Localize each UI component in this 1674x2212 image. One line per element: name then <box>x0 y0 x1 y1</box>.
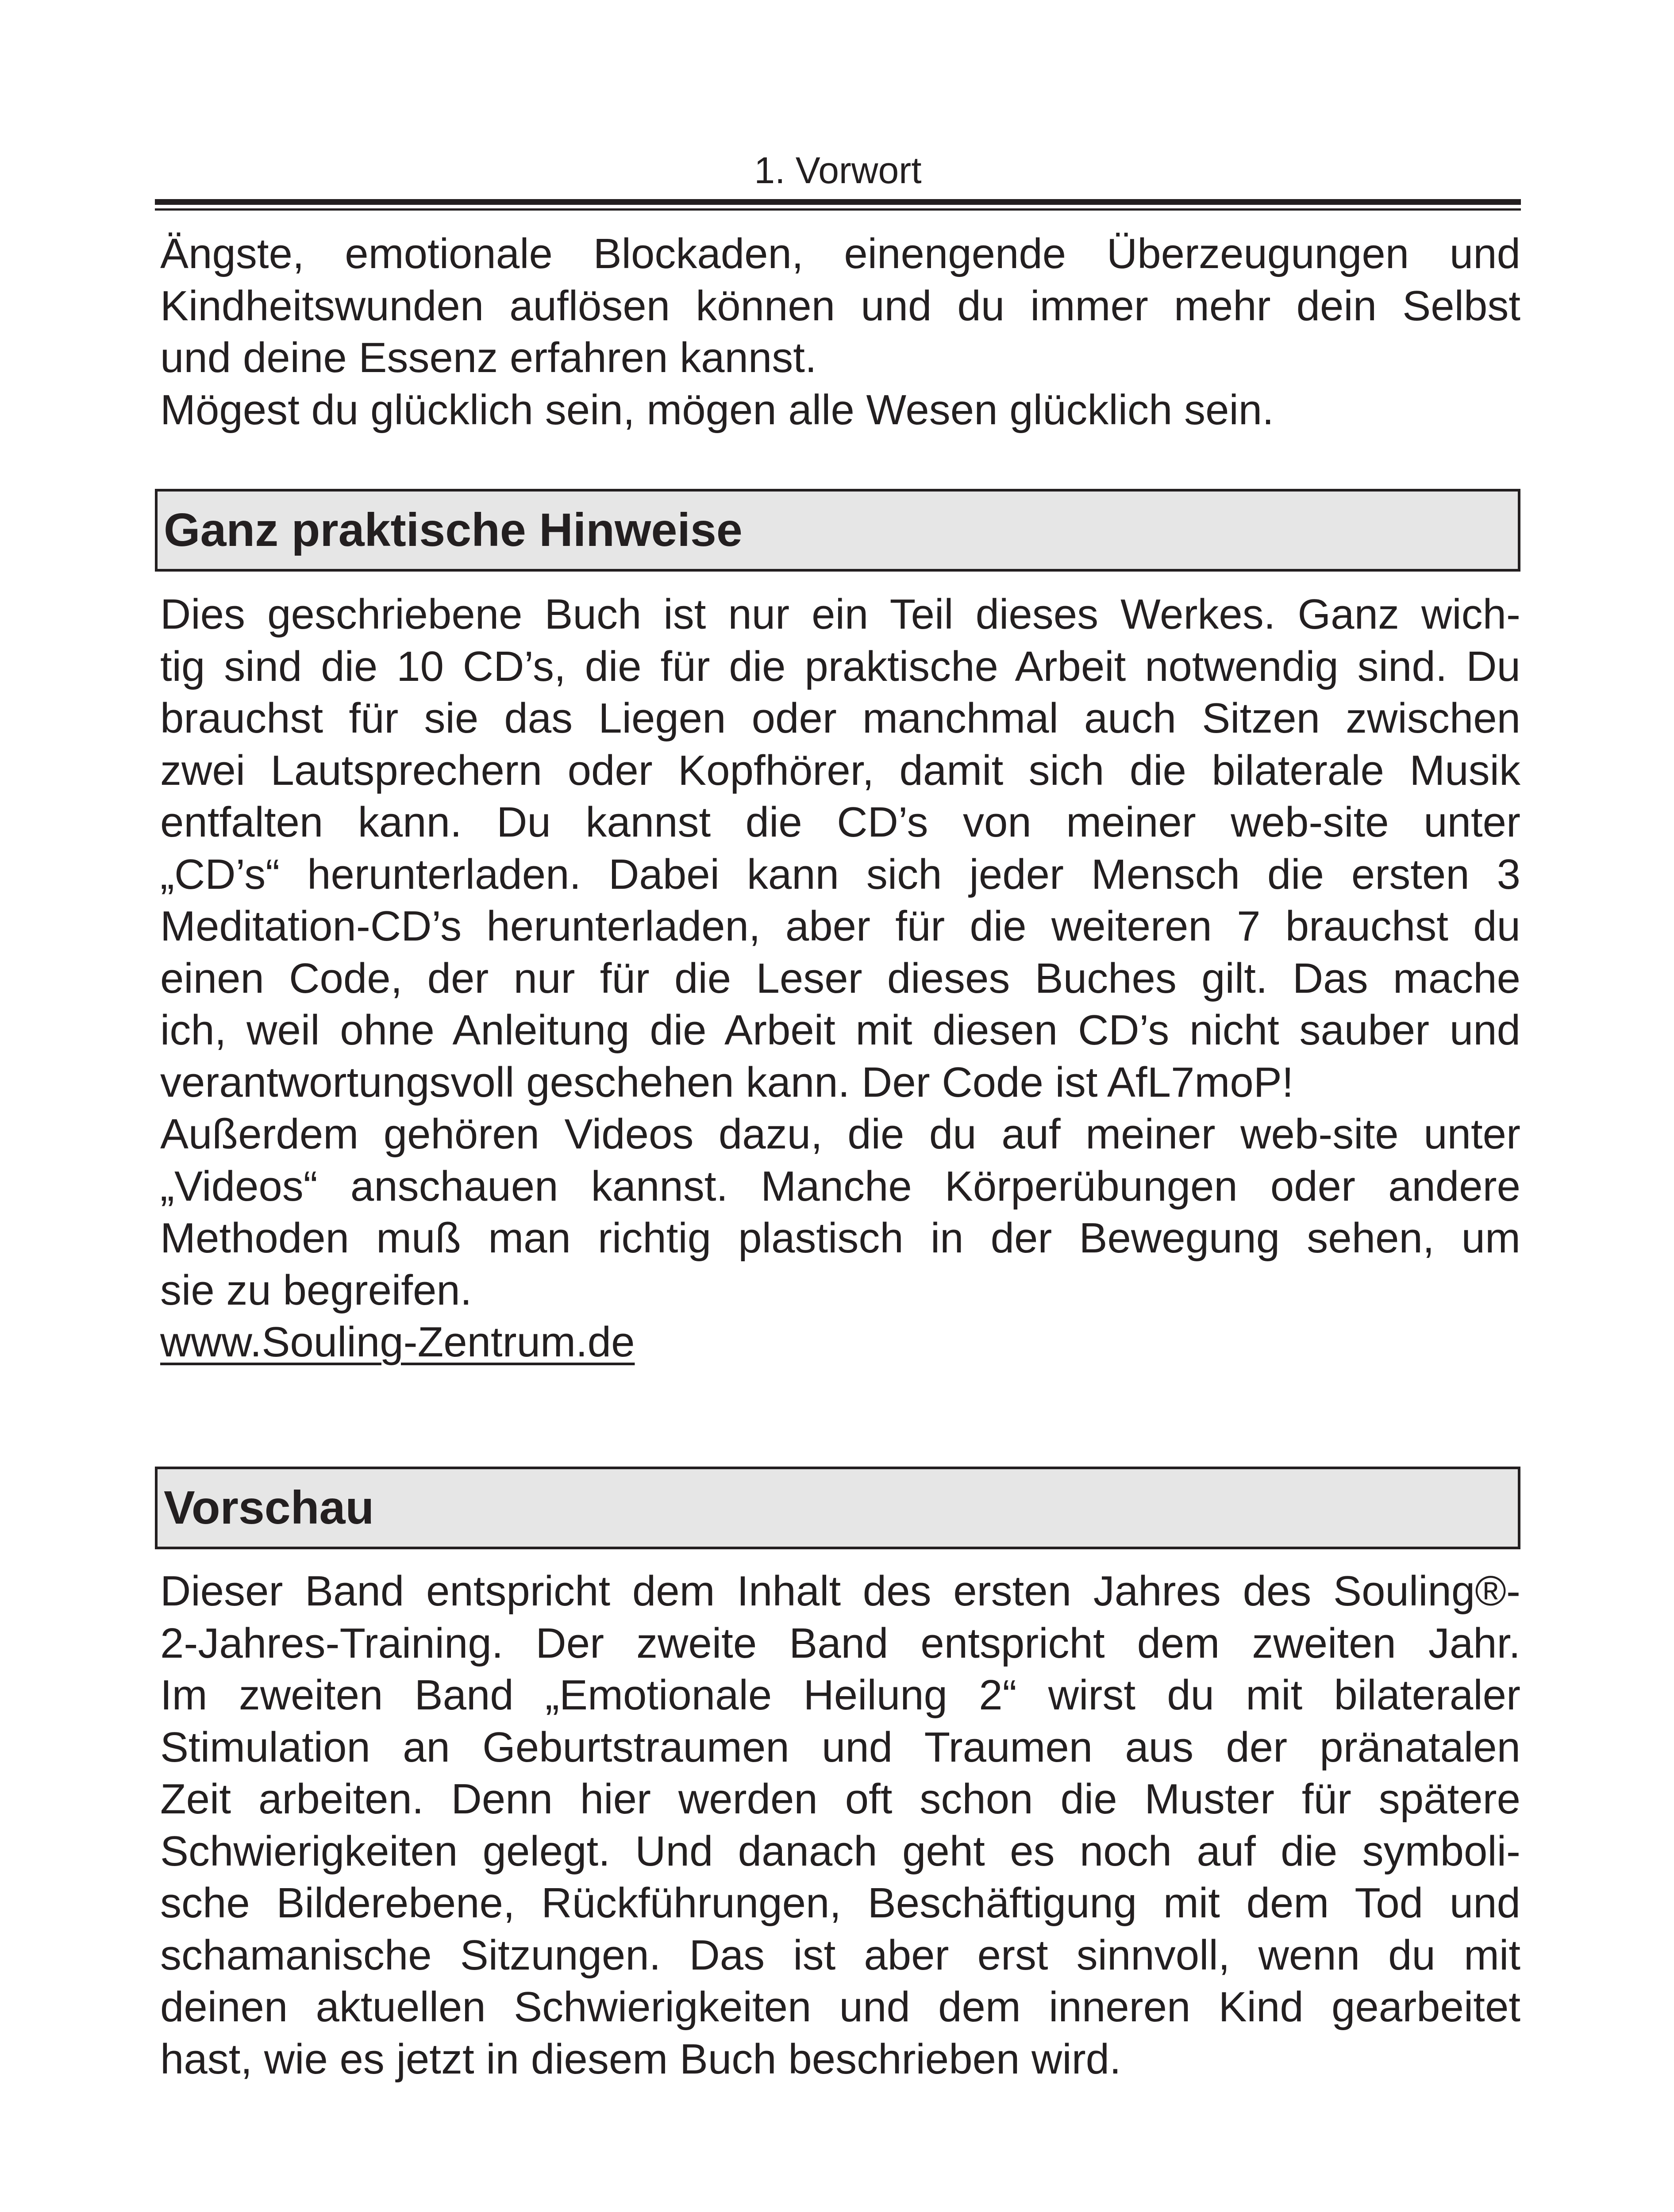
website-link[interactable]: www.Souling-Zentrum.de <box>160 1318 635 1366</box>
section-body <box>160 588 1520 1368</box>
text-line: Im zweiten Band „Emotionale Heilung 2“ wirst du mit bilateraler <box>160 1671 1520 1719</box>
text-line: Zeit arbeiten. Denn hier werden oft schon die Muster für spätere <box>160 1775 1520 1823</box>
text-line: Schwierigkeiten gelegt. Und danach geht es noch auf die symboli- <box>160 1827 1520 1875</box>
website-link-line <box>160 1316 1520 1368</box>
text-line: entfalten kann. Du kannst die CD’s von meiner web-site unter <box>160 799 1520 846</box>
text-line: Stimulation an Geburtstraumen und Traumen aus der pränatalen <box>160 1723 1520 1771</box>
text-line: „CD’s“ herunterladen. Dabei kann sich jeder Mensch die ersten 3 <box>160 850 1520 898</box>
text-line: einen Code, der nur für die Leser dieses Buches gilt. Das mache <box>160 954 1520 1002</box>
header-rule-thick <box>155 199 1521 205</box>
text-line: deinen aktuellen Schwierigkeiten und dem inneren Kind gearbeitet <box>160 1983 1520 2031</box>
text-line: sie zu begreifen. <box>160 1266 472 1314</box>
section-title: Vorschau <box>164 1482 374 1534</box>
text-line: schamanische Sitzungen. Das ist aber erst sinnvoll, wenn du mit <box>160 1931 1520 1979</box>
text-line: zwei Lautsprechern oder Kopfhörer, damit sich die bilaterale Musik <box>160 746 1520 794</box>
section-body <box>160 1565 1520 2085</box>
text-line: Meditation-CD’s herunterladen, aber für die weiteren 7 brauchst du <box>160 902 1520 950</box>
text-line: und deine Essenz erfahren kannst. <box>160 334 817 381</box>
text-line: Dies geschriebene Buch ist nur ein Teil dieses Werkes. Ganz wich- <box>160 591 1520 638</box>
text-line: hast, wie es jetzt in diesem Buch beschrieben wird. <box>160 2035 1121 2083</box>
text-line: Methoden muß man richtig plastisch in der Bewegung sehen, um <box>160 1214 1520 1262</box>
section-title: Ganz praktische Hinweise <box>164 504 743 556</box>
text-line: Kindheitswunden auflösen können und du immer mehr dein Selbst <box>160 282 1520 330</box>
text-line: tig sind die 10 CD’s, die für die praktische Arbeit notwendig sind. Du <box>160 642 1520 690</box>
running-header: 1. Vorwort <box>754 150 922 191</box>
text-line: Ängste, emotionale Blockaden, einengende Überzeugungen und <box>160 230 1520 277</box>
section-heading-box <box>155 489 1520 572</box>
header-rule-thin <box>155 208 1521 211</box>
text-line: Außerdem gehören Videos dazu, die du auf meiner web-site unter <box>160 1110 1520 1158</box>
text-line: ich, weil ohne Anleitung die Arbeit mit diesen CD’s nicht sauber und <box>160 1006 1520 1054</box>
intro-paragraph <box>160 228 1520 436</box>
text-line: sche Bilderebene, Rückführungen, Beschäftigung mit dem Tod und <box>160 1879 1520 1927</box>
text-line: Mögest du glücklich sein, mögen alle Wesen glücklich sein. <box>160 386 1274 434</box>
text-line: „Videos“ anschauen kannst. Manche Körperübungen oder andere <box>160 1162 1520 1210</box>
text-line: Dieser Band entspricht dem Inhalt des ersten Jahres des Souling®- <box>160 1567 1520 1615</box>
text-line: verantwortungsvoll geschehen kann. Der Code ist AfL7moP! <box>160 1058 1294 1106</box>
text-line: brauchst für sie das Liegen oder manchmal auch Sitzen zwischen <box>160 695 1520 742</box>
section-heading-box <box>155 1467 1520 1549</box>
text-line: 2-Jahres-Training. Der zweite Band entspricht dem zweiten Jahr. <box>160 1619 1520 1667</box>
